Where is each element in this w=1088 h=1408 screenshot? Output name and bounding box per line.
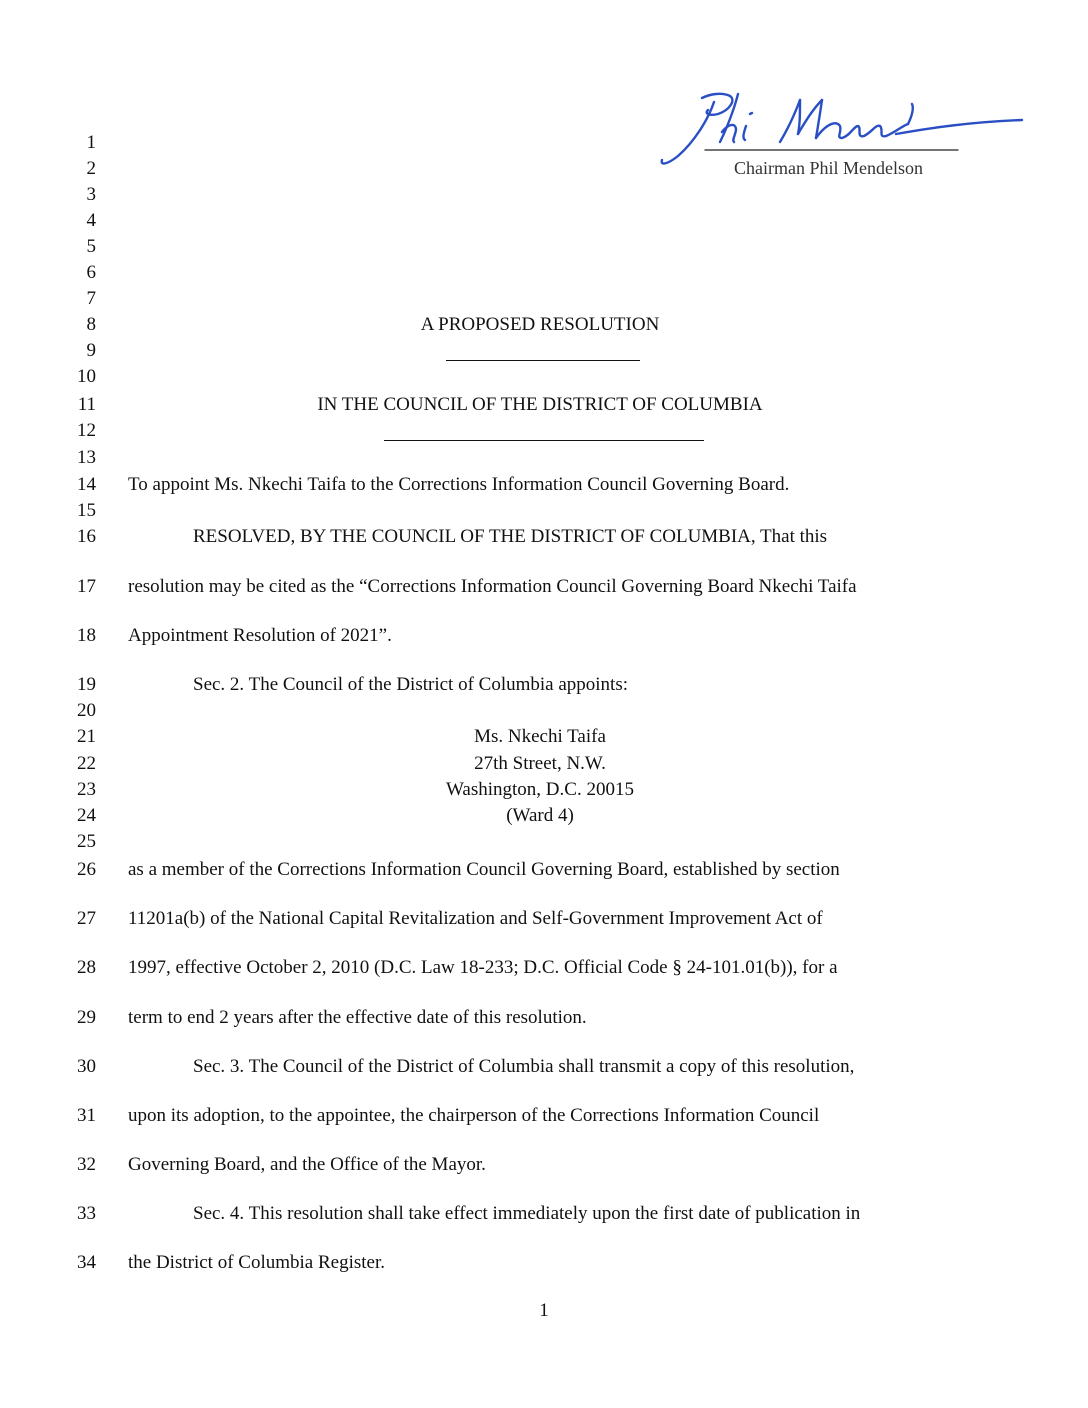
purpose-statement: To appoint Ms. Nkechi Taifa to the Corrections Information Council Governing Board.	[128, 474, 790, 495]
line-number: 11	[77, 394, 96, 415]
line-number: 4	[86, 210, 96, 231]
section-3-heading: Sec. 3. The Council of the District of Columbia shall transmit a copy of this resolution,	[193, 1056, 855, 1077]
resolved-clause: RESOLVED, BY THE COUNCIL OF THE DISTRICT OF COLUMBIA, That this	[193, 526, 828, 547]
council-heading: IN THE COUNCIL OF THE DISTRICT OF COLUMBIA	[317, 394, 763, 415]
line-number: 18	[77, 625, 96, 646]
line-number: 20	[77, 700, 96, 721]
line-number: 5	[86, 236, 96, 257]
appointee-city: Washington, D.C. 20015	[446, 779, 634, 800]
line-number: 24	[77, 805, 96, 826]
line-number: 25	[77, 831, 96, 852]
line-number: 10	[77, 366, 96, 387]
line-number: 15	[77, 500, 96, 521]
line-number: 16	[77, 526, 96, 547]
section-2-body: 1997, effective October 2, 2010 (D.C. Law 18-233; D.C. Official Code § 24-101.01(b)), for a	[128, 957, 838, 978]
section-2-body: as a member of the Corrections Information Council Governing Board, established by section	[128, 859, 840, 880]
line-number: 7	[86, 288, 96, 309]
citation-line: resolution may be cited as the “Corrections Information Council Governing Board Nkechi Taifa	[128, 576, 857, 597]
section-4-body: the District of Columbia Register.	[128, 1252, 385, 1273]
section-3-body: Governing Board, and the Office of the Mayor.	[128, 1154, 486, 1175]
line-number: 14	[77, 474, 96, 495]
line-number: 22	[77, 753, 96, 774]
line-number: 8	[86, 314, 96, 335]
title-underline	[446, 360, 640, 361]
section-2-heading: Sec. 2. The Council of the District of Columbia appoints:	[193, 674, 629, 695]
line-number: 33	[77, 1203, 96, 1224]
line-number: 26	[77, 859, 96, 880]
line-number: 31	[77, 1105, 96, 1126]
line-number: 1	[86, 132, 96, 153]
line-number: 30	[77, 1056, 96, 1077]
citation-line: Appointment Resolution of 2021”.	[128, 625, 392, 646]
appointee-name: Ms. Nkechi Taifa	[474, 726, 606, 747]
council-underline	[384, 440, 704, 441]
line-number: 6	[86, 262, 96, 283]
line-number: 29	[77, 1007, 96, 1028]
resolution-title: A PROPOSED RESOLUTION	[420, 314, 660, 335]
line-number: 28	[77, 957, 96, 978]
line-number: 12	[77, 420, 96, 441]
line-number: 21	[77, 726, 96, 747]
line-number: 9	[86, 340, 96, 361]
line-number: 3	[86, 184, 96, 205]
section-2-body: 11201a(b) of the National Capital Revitalization and Self-Government Improvement Act of	[128, 908, 823, 929]
line-number: 17	[77, 576, 96, 597]
signature-caption: Chairman Phil Mendelson	[734, 158, 923, 178]
line-number: 32	[77, 1154, 96, 1175]
line-number: 19	[77, 674, 96, 695]
page-number: 1	[539, 1300, 549, 1321]
line-number: 27	[77, 908, 96, 929]
section-2-body: term to end 2 years after the effective date of this resolution.	[128, 1007, 587, 1028]
section-4-heading: Sec. 4. This resolution shall take effect immediately upon the first date of publication in	[193, 1203, 861, 1224]
appointee-street: 27th Street, N.W.	[474, 753, 606, 774]
section-3-body: upon its adoption, to the appointee, the chairperson of the Corrections Information Council	[128, 1105, 820, 1126]
line-number: 23	[77, 779, 96, 800]
line-number: 34	[77, 1252, 96, 1273]
line-number: 13	[77, 447, 96, 468]
appointee-ward: (Ward 4)	[506, 805, 574, 826]
line-number: 2	[86, 158, 96, 179]
